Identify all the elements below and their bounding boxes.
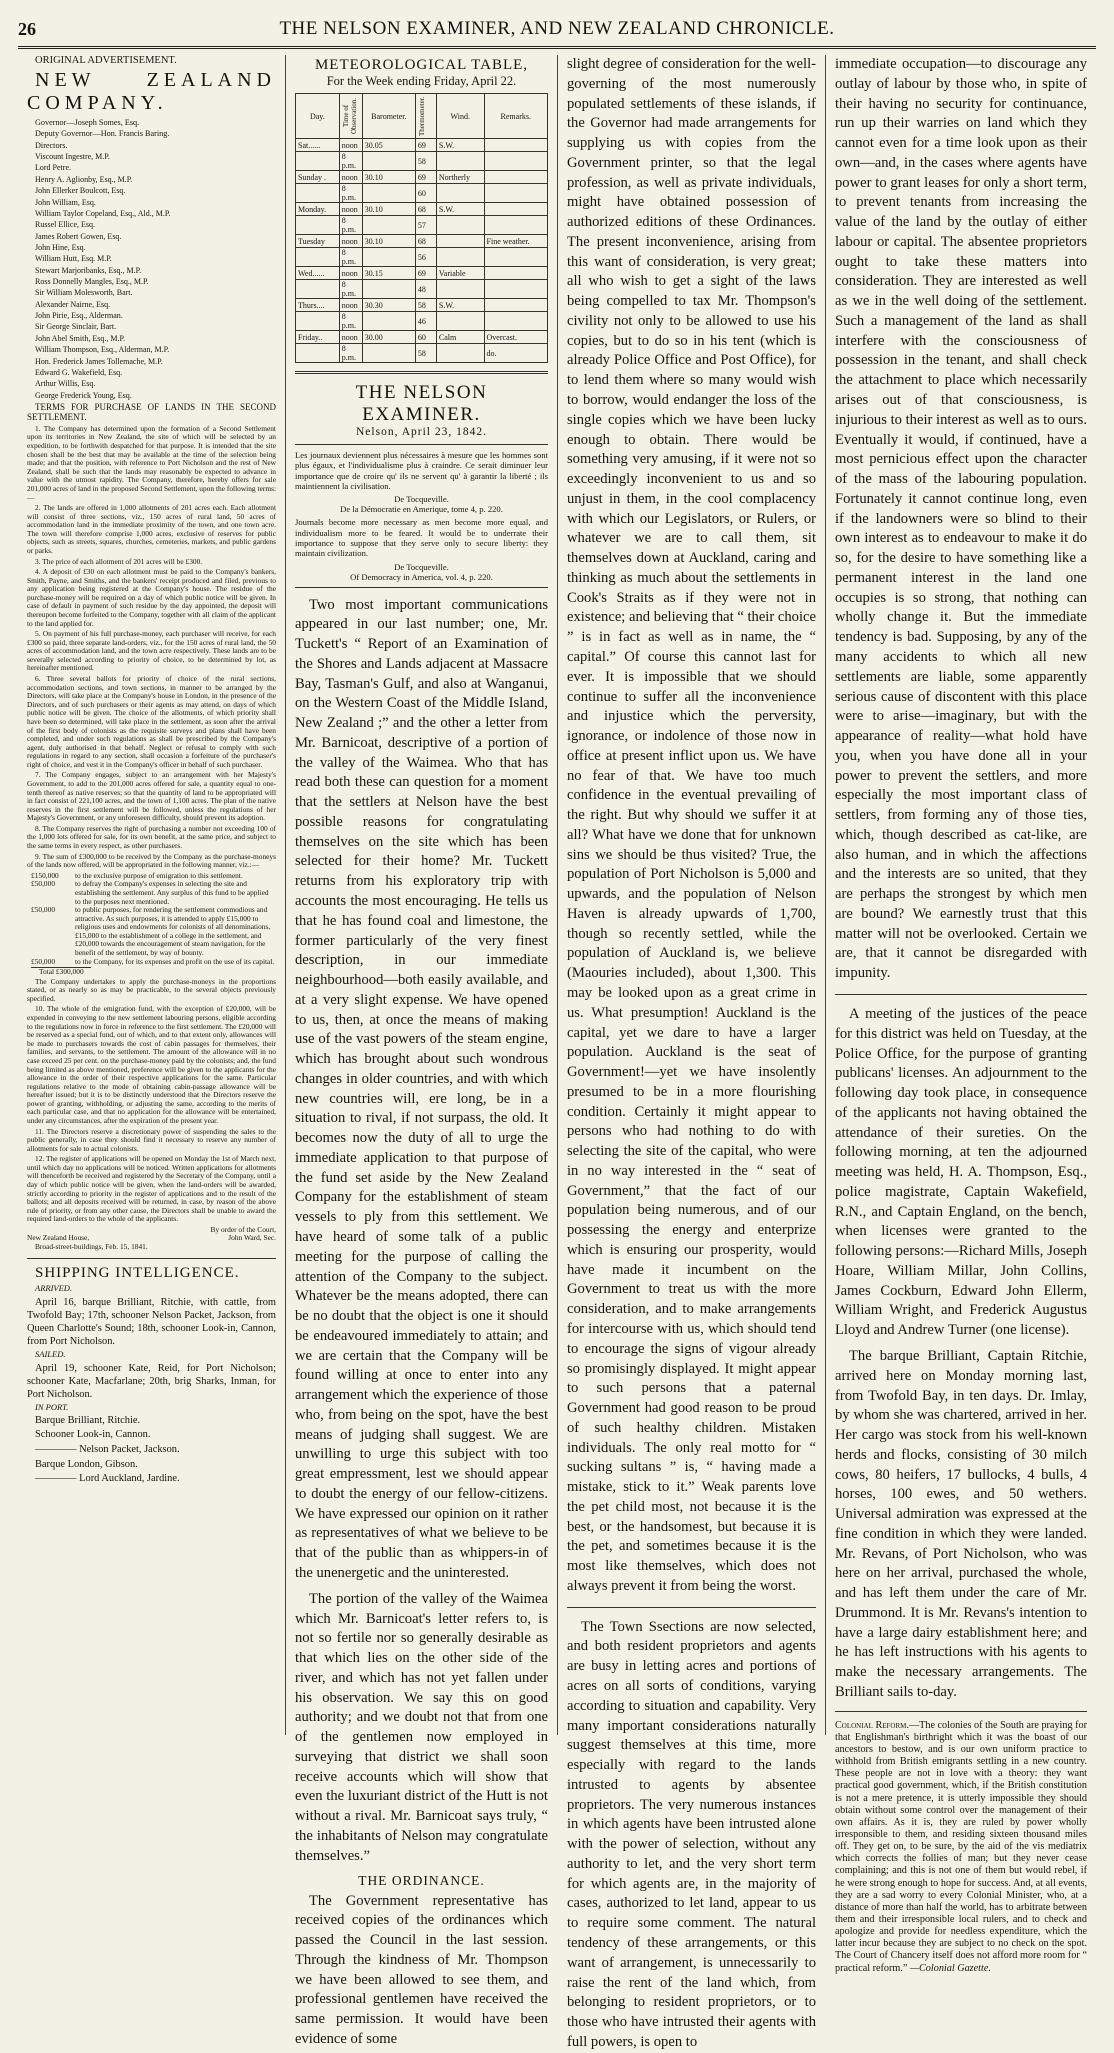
in-port-vessel: Barque London, Gibson.: [35, 1458, 138, 1470]
table-cell: 60: [415, 331, 436, 344]
paper-date: Nelson, April 23, 1842.: [356, 426, 487, 438]
ordinance-continued: slight degree of consideration for the well-governing of the most numerously populated settlements of these islands, if the Governor had made arrangements for supplying us with copies from the Government printer, so that the legal profession, as well as private individuals, might have obtained possession of authorized editions of these Ordinances. The present inconvenience, arising from this want of consideration, is very great; all who wish to get a sight of the laws being compelled to tax Mr. Thompson's civility not only to be allowed to use his copies, but to do so in his tent (which is already Police Office and Post Office), for to lend them where so many would wish to borrow, would endanger the loss of the single copies which we have been lucky enough to obtain. There would be something very amusing, if it were not so exceedingly inconvenient to us and so unjust in them, in the cool complacency with which our Legislators, or Rulers, or whatever we are to call them, sit themselves down at Auckland, caring and thinking as much about the settlements in Cook's Straits as if they were not in existence; and believing that “ their choice ” is in fact as well as in name, the “ capital.” Of course this cannot last for ever. It is impossible that we should continue to suffer all the inconvenience and injustice which the perversity, ignorance, or indolence of those now in office at present inflict upon us. We have no fear of that. We have too much confidence in the eventual prevailing of the right. But why should we suffer it at all? What have we done that for unknown sins we should be thus visited? True, the population of Port Nicholson is 5,000 and upwards, and the population of Nelson Haven is already upwards of 1,700, though so recently settled, while the population of Auckland is, we believe (Maouries included), about 1,300. This may be looked upon as a great crime in us. What presumption! Auckland is the capital, yet we dare to have a larger population. Auckland is the seat of Government!—yet we have insolently presumed to be in a more flourishing condition. Certainly it might appear to persons who had nothing to do with selecting the site of the capital, who were in no way interested in the “ seat of Government,” that the fact of our population being numerous, and of our possessing the energy and enterprize which is ensuring our prosperity, would have made it incumbent on the Government to treat us with the more consideration, and to make arrangements for intercourse with us, which should tend to encourage the signs of vigour already so promisingly displayed. It might appear to such persons that a paternal Government had good reason to be proud of such healthy children. Mistaken individuals. The only real motto for “ sucking sultans ” is, “ having made a mistake, stick to it.” Weak parents love the pet child most, not because it is the best, or the handsomest, but because it is the pet, and sometimes because it is the most like themselves, which does not always prevent it from being the worst.: [567, 56, 816, 1594]
terms-clause: 8. The Company reserves the right of purchasing a number not exceeding 100 of the 1,000 lots offered for sale, for its own benefit, at the same price, and subject to the same terms in every respect, as other purchasers.: [27, 823, 276, 851]
terms-clause: 12. The register of applications will be opened on Monday the 1st of March next, until which day no applications will be noticed. Written applications for allotments will thenceforth be received and registered by the Secretary of the Company, until a day of which public notice will be given, when the land-orders will be awarded, strictly according to priority in the register of applications and to the result of the ballots; and all deposits received will be returned, in case, by reason of the above rule of priority, or from any other cause, the Directors shall be unable to award the required land-orders to the whole of the applicants.: [27, 1154, 276, 1224]
table-cell: [484, 299, 547, 312]
town-sections-continued: immediate occupation—to discourage any outlay of labour by those who, in spite of their having no security for continuance, run up their warries on land which they cannot even for a time look upon as their own—and, in the cases where agents have power to grant leases for only a short term, to prevent tenants from increasing the value of the land by the outlay of either labour or capital. The absentee proprietors ought to take these matters into consideration. They are interested as well as we in the well doing of the settlement. Such a management of the land as shall interfere with the consciousness of possession in the tenant, and shall check the attachment to place which necessarily arises out of that consciousness, is injurious to their interest as well as to ours. Eventually it would, if continued, have a most pernicious effect upon the character of the mass of the labouring population. Fortunately it cannot continue long, even if the landowners were so blind to their own interest as to endeavour to make it do so, for the desire to have something like a permanent interest in the land one occupies is so strong, that nothing can wholly change it. But the immediate tendency is bad. Supposing, by any of the many accidents to which all new settlements are liable, some apparently serious cause of discontent with this place were to arise—imaginary, but with the appearance of reality—what hold have you, when you have done all in your power to prevent the settlers, and more especially the most important class of settlers, from forming any of those ties, which, though described as cat-like, are also human, and in which the affections and the interests are so united, that they are perhaps the strongest by which men are bound? We earnestly trust that this matter will not be overlooked. Certain we are, that it cannot be disregarded with impunity.: [835, 56, 1087, 982]
director: Arthur Willis, Esq.: [35, 379, 96, 389]
deputy-governor: Deputy Governor—Hon. Francis Baring.: [35, 129, 170, 139]
director: John William, Esq.: [35, 197, 96, 207]
table-cell: 58: [415, 344, 436, 363]
english-epigraph-author: De Tocqueville.: [394, 561, 449, 572]
column-4: [826, 55, 1096, 1974]
french-epigraph-author: De Tocqueville.: [394, 494, 449, 505]
column-header: Remarks.: [484, 94, 547, 139]
barque-brilliant-paragraph: The barque Brilliant, Captain Ritchie, arrived here on Monday morning last, from Twofold Bay, in ten days. Dr. Imlay, by whom she was chartered, arrived in her. Her cargo was stock from his well-known herds and flocks, consisting of 30 milch cows, 80 heifers, 17 bullocks, 4 bulls, 4 horses, 100 ewes, and 50 wethers. Universal admiration was expressed at the fine condition in which they were landed. Mr. Revans, of Port Nicholson, who was here on her arrival, purchased the whole, and has left them under the care of Mr. Drummond. It is Mr. Revans's intention to have a large dairy establishment here; and he has left instructions with his agents to make the necessary arrangements. The Brilliant sails to-day.: [835, 1348, 1087, 1701]
colonial-reform-paragraph: [835, 1720, 1087, 1975]
arrived-label: ARRIVED.: [35, 1283, 73, 1294]
director: Edward G. Wakefield, Esq.: [35, 367, 123, 377]
ordinance-paragraph: The Government representative has received copies of the ordinances which passed the Council in the last session. Through the kindness of Mr. Thompson we have been allowed to see them, and professional gentlemen have received the same permission. It would have been evidence of some: [295, 1892, 548, 2047]
director: Russel Ellice, Esq.: [35, 220, 95, 230]
table-cell: [362, 216, 415, 235]
terms-clause: 11. The Directors reserve a discretionary power of suspending the sales to the public generally, in case they should find it necessary to reserve any number of allotments for sale to actual colonists.: [27, 1126, 276, 1153]
table-row: [296, 248, 548, 267]
paper-title: THE NELSON EXAMINER.: [355, 382, 488, 425]
table-cell: [362, 152, 415, 171]
column-header: Barometer.: [362, 94, 415, 139]
table-cell: 8 p.m.: [339, 280, 362, 299]
table-cell: 8 p.m.: [339, 248, 362, 267]
table-row: [296, 184, 548, 203]
table-cell: [436, 235, 484, 248]
page-header: [18, 12, 1096, 49]
terms-clause: The Company undertakes to apply the purchase-moneys in the proportions stated, or as nearly so as may be practicable, to the several objects previously specified.: [27, 976, 276, 1003]
appropriation-amount: £50,000: [31, 905, 56, 915]
table-cell: 56: [415, 248, 436, 267]
column-header: Time of Observation.: [339, 94, 362, 139]
table-cell: [484, 216, 547, 235]
masthead-title: THE NELSON EXAMINER, AND NEW ZEALAND CHRONICLE.: [279, 18, 835, 39]
table-cell: noon: [339, 331, 362, 344]
table-cell: 30.15: [362, 267, 415, 280]
town-sections-paragraph: The Town Ssections are now selected, and both resident proprietors and agents are busy in letting acres and portions of acres on all sorts of conditions, varying according to situation and capability. Very many important considerations naturally suggest themselves at this time, more especially with regard to the lands intrusted to agents by absentee proprietors. The very numerous instances in which agents have been intrusted alone with the power of selection, without any authority to let, and the very short term for which agents are, in the majority of cases, authorized to let land, appear to us to require some comment. The natural tendency of these arrangements, or this want of arrangement, is unnecessarily to raise the rent of the land which, from belonging to resident proprietors, or to those who have intrusted their agents with full powers, is open to: [567, 1618, 816, 2050]
signature-address: Broad-street-buildings, Feb. 15, 1841.: [35, 1242, 148, 1252]
table-cell: [296, 248, 340, 267]
director: Lord Petre.: [35, 163, 71, 173]
table-cell: do.: [484, 344, 547, 363]
table-cell: 58: [415, 152, 436, 171]
table-cell: [362, 344, 415, 363]
table-cell: 57: [415, 216, 436, 235]
table-cell: 68: [415, 235, 436, 248]
in-port-label: IN PORT.: [35, 1401, 69, 1412]
table-header-row: [296, 94, 548, 139]
director: Viscount Ingestre, M.P.: [35, 152, 110, 162]
table-cell: [484, 267, 547, 280]
table-cell: 8 p.m.: [339, 184, 362, 203]
table-cell: [296, 216, 340, 235]
director: John Abel Smith, Esq., M.P.: [35, 333, 126, 343]
table-cell: noon: [339, 299, 362, 312]
table-cell: [484, 171, 547, 184]
director: Sir William Molesworth, Bart.: [35, 288, 133, 298]
table-row: [296, 235, 548, 248]
column-2: [286, 55, 558, 2047]
table-cell: noon: [339, 139, 362, 152]
in-port-vessel: Barque Brilliant, Ritchie.: [35, 1414, 141, 1426]
table-cell: [296, 280, 340, 299]
table-cell: [484, 184, 547, 203]
column-3: [558, 55, 826, 2050]
director: William Thompson, Esq., Alderman, M.P.: [35, 345, 170, 355]
sailed-text: April 19, schooner Kate, Reid, for Port Nicholson; schooner Kate, Macfarlane; 20th, brig Sharks, Inman, for Port Nicholson.: [27, 1362, 276, 1400]
leader-paragraph: Two most important communications appeared in our last number; one, Mr. Tuckett's “ Report of an Examination of the Shores and Lands adjacent at Massacre Bay, Tasman's Gulf, and also at Wanganui, on the Western Coast of the Middle Island, New Zealand ;” and the other a letter from Mr. Barnicoat, descriptive of a portion of the valley of the Waimea. Who that has read both these can question for a moment that the settlers at Nelson have the best possible reasons for congratulating themselves on the site which has been selected for their home? Mr. Tuckett returns from his exploratory trip with accounts the most encouraging. He tells us that he has found coal and limestone, the former particularly of the very finest description, in our immediate neighbourhood—both easily available, and at a very slight expense. We have opened to us, then, at once the means of making use of the vast powers of the steam engine, which has brought about such wondrous changes in older countries, and with which new countries will, ere long, be in a situation to rival, if not surpass, the old. It becomes now the duty of all to urge the immediate application to that purpose of the fund set aside by the New Zealand Company for the establishment of steam vessels to ply from this settlement. We have heard of some talk of a public meeting for the purpose of calling the attention of the Company to the subject. Whatever be the means adopted, there can be no doubt that the object is one it should be endeavoured immediately to attain; and we are certain that the Company will be found willing at once to enter into any arrangement which the experience of those who, from being on the spot, have the best means of judging shall suggest. We are unwilling to urge this subject with too great empressment, lest we should appear to doubt the energy of our fellow-citizens. We have expressed our opinion on it rather as representatives of what we believe to be that of the public than as whippers-in of the unenergetic and the uninterested.: [295, 596, 548, 1582]
table-cell: 58: [415, 299, 436, 312]
company-heading: NEW ZEALAND COMPANY.: [27, 69, 276, 115]
table-cell: S.W.: [436, 139, 484, 152]
table-row: [296, 312, 548, 331]
table-cell: 30.10: [362, 171, 415, 184]
appropriation-row: [31, 906, 276, 957]
appropriation-amount: £50,000: [31, 879, 56, 889]
governor: Governor—Joseph Somes, Esq.: [35, 117, 140, 127]
signature-order: By order of the Court,: [210, 1224, 276, 1234]
table-cell: [362, 280, 415, 299]
terms-clause: 5. On payment of his full purchase-money, each purchaser will receive, for each £300 so paid, three separate land-orders, viz., for the 150 acres of rural land, the 50 acres of accommodation land, and the town acre respectively. These lands are to be severally selected according to priority of choice, to be determined by lot, as hereinafter mentioned.: [27, 629, 276, 673]
table-cell: Northerly: [436, 171, 484, 184]
colonial-reform-label: Colonial Reform.: [835, 1719, 909, 1731]
directors-list: [27, 152, 276, 400]
table-cell: Fine weather.: [484, 235, 547, 248]
terms-heading: TERMS FOR PURCHASE OF LANDS IN THE SECOND SETTLEMENT.: [27, 402, 276, 423]
terms-clause: 7. The Company engages, subject to an arrangement with her Majesty's Government, to add to the 201,000 acres offered for sale, a quantity equal to one-tenth thereof as native reserves; so that the quantity of land to be appropriated will in fact consist of 221,100 acres, and the town of 1,100 acres. The plan of the native reserves in the first settlement will be followed, unless the regulations of her Majesty's Government, or any unforeseen difficulty, should prevent its adoption.: [27, 770, 276, 823]
table-cell: 8 p.m.: [339, 216, 362, 235]
sailed-label: SAILED.: [35, 1348, 66, 1359]
table-cell: [484, 248, 547, 267]
column-1: [18, 55, 286, 1735]
table-cell: Sunday .: [296, 171, 340, 184]
table-cell: [484, 152, 547, 171]
english-epigraph-source: Of Democracy in America, vol. 4, p. 220.: [350, 571, 493, 582]
terms-clause: 6. Three several ballots for priority of choice of the rural sections, accommodation sections, and town sections, in manner to be arranged by the Directors, will take place at the Company's house in London, in the presence of the Directors, and of such purchasers or their agents as may attend, on days of which public notice will be given. The choice of the allotments, of which priority shall have been so determined, will take place in the settlement, as soon after the arrival of the first body of colonists as the requisite surveys and plans shall have been completed, and under such regulations as shall be prescribed by the Company's agent, duly authorised in that behalf. Neglect or refusal to comply with such regulations in regard to any section, shall occasion a forfeiture of the purchaser's right of choice, and vest it in the Company's officer in behalf of such purchaser.: [27, 674, 276, 769]
table-cell: [296, 152, 340, 171]
meteorological-heading: METEOROLOGICAL TABLE,: [314, 57, 529, 73]
table-cell: [296, 344, 340, 363]
director: Hon. Frederick James Tollemache, M.P.: [35, 356, 163, 366]
table-cell: [436, 344, 484, 363]
table-cell: 30.10: [362, 203, 415, 216]
table-cell: 48: [415, 280, 436, 299]
colonial-reform-text: —The colonies of the South are praying for that Englishman's birthright which it was the boast of our ancestors to bestow, and is our own uniform practice to withhold from British emigrants settling in a new country. These people are not in love with a theory: they want practical good government, which, if the British constitution is not a mere pretence, it is utterly impossible they should obtain without some control over the management of their own affairs. As it is, they are ruled by power wholly irresponsible to them, and residing sixteen thousand miles off. They get on, to be sure, by the aid of the vis mediatrix which corrects the follies of man; but they never cease complaining; and this is not one of them but would rebel, if he were strong enough to hope for success. And, at all events, they are a sad worry to every Colonial Minister, who, at a distance of more than half the world, has to arbitrate between them and their irresponsible local rulers, and to check and apologize and provide for needless expenditure, which the latter incur because they are subject to no check on the spot. The Court of Chancery itself does not afford more room for “ practical reform.”: [835, 1719, 1088, 1974]
in-port-vessel: Schooner Look-in, Cannon.: [35, 1429, 151, 1441]
table-cell: [296, 184, 340, 203]
table-cell: Variable: [436, 267, 484, 280]
in-port-vessel: ———— Lord Auckland, Jardine.: [35, 1473, 180, 1485]
terms-clause: 3. The price of each allotment of 201 acres will be £300.: [35, 556, 203, 566]
meteorological-table: [295, 93, 548, 363]
column-header: Wind.: [436, 94, 484, 139]
table-cell: Sat......: [296, 139, 340, 152]
column-header: Thermometer.: [415, 94, 436, 139]
director: John Pirie, Esq., Alderman.: [35, 311, 123, 321]
french-epigraph: Les journaux deviennent plus nécessaires à mesure que les hommes sont plus égaux, et l'individualisme plus à craindre. Ce serait diminuer leur importance que de croire qu' ils ne servent qu' à garantir la liberté ; ils maintiennent la civilisation.: [295, 450, 548, 491]
table-row: [296, 139, 548, 152]
director: George Frederick Young, Esq.: [35, 390, 132, 400]
table-cell: S.W.: [436, 203, 484, 216]
table-row: [296, 344, 548, 363]
table-cell: Tuesday: [296, 235, 340, 248]
table-cell: 30.10: [362, 235, 415, 248]
director: James Robert Gowen, Esq.: [35, 231, 122, 241]
appropriation-amount: £150,000: [31, 870, 59, 880]
table-cell: [362, 248, 415, 267]
table-cell: 30.05: [362, 139, 415, 152]
table-cell: Overcast.: [484, 331, 547, 344]
appropriation-total: Total £300,000: [31, 967, 91, 977]
director: William Taylor Copeland, Esq., Ald., M.P.: [35, 208, 171, 218]
original-advertisement-label: ORIGINAL ADVERTISEMENT.: [35, 55, 177, 66]
table-cell: 69: [415, 267, 436, 280]
appropriation-text: to defray the Company's expenses in selecting the site and establishing the settlement. Any surplus of this fund to be applied to the purposes next mentioned.: [75, 879, 269, 906]
table-cell: Calm: [436, 331, 484, 344]
director: Stewart Marjoribanks, Esq., M.P.: [35, 265, 142, 275]
meteorological-rows: [296, 139, 548, 363]
table-cell: S.W.: [436, 299, 484, 312]
table-cell: noon: [339, 203, 362, 216]
table-cell: [436, 152, 484, 171]
table-row: [296, 331, 548, 344]
table-cell: noon: [339, 267, 362, 280]
appropriation-row: [31, 958, 276, 967]
colonial-reform-source: —Colonial Gazette.: [909, 1962, 991, 1974]
french-epigraph-source: De la Démocratie en Amerique, tome 4, p. 220.: [340, 504, 503, 515]
table-row: [296, 267, 548, 280]
table-cell: [436, 216, 484, 235]
table-cell: [436, 312, 484, 331]
table-cell: Monday.: [296, 203, 340, 216]
table-cell: noon: [339, 235, 362, 248]
table-row: [296, 171, 548, 184]
table-cell: 68: [415, 203, 436, 216]
terms-clause: 2. The lands are offered in 1,000 allotments of 201 acres each. Each allotment will consist of three sections, viz., 150 acres of rural land, 50 acres of accommodation land in the immediate proximity of the town, and one town acre. The town will therefore comprise 1,000 acres, exclusive of reserves for public objects, such as streets, squares, churches, cemeteries, markets, and public gardens or parks.: [27, 503, 276, 555]
appropriation-text: to the exclusive purpose of emigration to this settlement.: [75, 870, 243, 880]
appropriation-text: to public purposes, for rendering the settlement commodious and attractive. As such purposes, it is attended to apply £15,000 to religious uses and endowments for colonists of all denominations, £15,000 to the establishment of a college in the settlement, and £20,000 towards the encouragement of steam navigation, for the benefit of the settlement, by way of bounty.: [75, 905, 271, 957]
table-cell: 69: [415, 139, 436, 152]
director: Ross Donnelly Mangles, Esq., M.P.: [35, 277, 149, 287]
table-cell: 46: [415, 312, 436, 331]
signature-place: New Zealand House,: [27, 1233, 90, 1243]
director: John Ellerker Boulcott, Esq.: [35, 186, 126, 196]
table-cell: [362, 184, 415, 203]
in-port-vessel: ———— Nelson Packet, Jackson.: [35, 1443, 180, 1455]
table-cell: 30.30: [362, 299, 415, 312]
table-cell: [436, 280, 484, 299]
table-cell: [484, 139, 547, 152]
appropriation-amount: £50,000: [31, 956, 56, 966]
appropriations: [31, 872, 276, 977]
directors-label: Directors.: [35, 140, 68, 150]
table-cell: Wed......: [296, 267, 340, 280]
terms-clause: 4. A deposit of £30 on each allotment must be paid to the Company's bankers, Smith, Payne, and Smiths, and the bankers' receipt produced and filed, previous to any application being registered at the Company's house. The residue of the purchase-money will be required on a day of which public notice will be given. In case of default in payment of such residue by the day appointed, the deposit will thereupon become forfeited to the Company, together with all claim of the applicant to the land applied for.: [27, 567, 276, 628]
table-row: [296, 280, 548, 299]
table-cell: [436, 184, 484, 203]
director: William Hutt, Esq. M.P.: [35, 254, 112, 264]
table-cell: 8 p.m.: [339, 152, 362, 171]
director: Sir George Sinclair, Bart.: [35, 322, 117, 332]
table-row: [296, 299, 548, 312]
table-cell: 69: [415, 171, 436, 184]
table-cell: 30.00: [362, 331, 415, 344]
table-cell: 60: [415, 184, 436, 203]
shipping-heading: SHIPPING INTELLIGENCE.: [35, 1264, 240, 1281]
terms-clause: 9. The sum of £300,000 to be received by the Company as the purchase-moneys of the lands now offered, will be appropriated in the following manner, viz.:—: [27, 851, 276, 870]
english-epigraph: Journals become more necessary as men become more equal, and individualism more to be feared. It would be to underrate their importance to suppose that they serve only to secure liberty: they maintain civilization.: [295, 517, 548, 559]
table-row: [296, 216, 548, 235]
table-row: [296, 152, 548, 171]
table-cell: [296, 312, 340, 331]
terms-clause: 10. The whole of the emigration fund, with the exception of £20,000, will be expended in conveying to the new settlement labouring persons, eligible according to the regulations now in force in reference to the first settlement. The £20,000 will be reserved as a special fund, out of which, and to that extent only, allowances will be made to purchasers towards the cost of cabin passages for themselves, their families, and servants, to the settlement. The amount of the allowance will in no case exceed 25 per cent. on the purchase-money paid by the colonists; and, the fund being limited as above mentioned, preference will be given to the applicants for the allowance in the order of their respective applications for the same. Particular regulations relative to the mode of obtaining cabin-passage allowance will be hereafter issued; but it is to be distinctly understood that the Directors reserve the power of granting, withholding, or adjusting the same, according to the merits of each particular case, and that no application for the allowance will be entertained, under any circumstances, after the expiration of the present year.: [27, 1004, 276, 1125]
table-cell: Friday..: [296, 331, 340, 344]
table-cell: Thurs....: [296, 299, 340, 312]
table-cell: [436, 248, 484, 267]
table-cell: 8 p.m.: [339, 344, 362, 363]
table-row: [296, 203, 548, 216]
director: Alexander Nairne, Esq.: [35, 299, 111, 309]
signature-name: John Ward, Sec.: [228, 1233, 276, 1243]
leader-paragraph: The portion of the valley of the Waimea which Mr. Barnicoat's letter refers to, is not so fertile nor so generally desirable as that which lies on the other side of the river, and which has not yet fallen under his observation. We say this on good authority; and we doubt not that from one of the gentlemen now employed in surveying that district we shall soon receive accounts which will show that even the luxuriant district of the Hutt is not without a rival. Mr. Barnicoat says truly, “ the inhabitants of Nelson may congratulate themselves.”: [295, 1590, 548, 1864]
director: Henry A. Aglionby, Esq., M.P.: [35, 174, 133, 184]
director: John Hine, Esq.: [35, 242, 86, 252]
table-cell: noon: [339, 171, 362, 184]
appropriation-row: [31, 880, 276, 906]
column-header: Day.: [296, 94, 340, 139]
table-cell: [362, 312, 415, 331]
justices-meeting-paragraph: A meeting of the justices of the peace for this district was held on Tuesday, at the Police Office, for the purpose of granting publicans' licenses. An adjournment to the following day took place, in consequence of the applicants not having obtained the attendance of their sureties. On the following morning, at ten the adjourned meeting was held, H. A. Thompson, Esq., police magistrate, Captain Wakefield, R.N., and Captain England, on the bench, when licenses were granted to the following persons:—Richard Mills, Joseph Hoare, William Millar, John Collins, James Cockburn, Edward John Ellerm, William Wright, and Frederick Augustus Lloyd and Andrew Turner (one license).: [835, 1005, 1087, 1339]
table-cell: [484, 312, 547, 331]
table-cell: [484, 280, 547, 299]
terms-clause: 1. The Company has determined upon the formation of a Second Settlement upon its territories in New Zealand, the site of which will be selected by an expedition, to be forthwith despatched for that purpose. It is intended that the site chosen shall be the best that may be available at the time of the selection being made; and that the position, with reference to Port Nicholson and the rest of New Zealand, shall be such that the lands may reasonably be expected to advance in value with the utmost rapidity. The Company, therefore, hereby offers for sale 201,000 acres of land in the proposed Second Settlement, upon the following terms:—: [27, 423, 276, 502]
page-number: 26: [18, 18, 36, 39]
arrived-text: April 16, barque Brilliant, Ritchie, with cattle, from Twofold Bay; 17th, schooner Nelson Packet, Jackson, from Queen Charlotte's Sound; 18th, schooner Look-in, Cannon, from Port Nicholson.: [27, 1296, 276, 1347]
table-cell: 8 p.m.: [339, 312, 362, 331]
appropriation-text: to the Company, for its expenses and profit on the use of its capital.: [75, 956, 275, 966]
ordinance-heading: THE ORDINANCE.: [358, 1872, 485, 1888]
meteorological-subheading: For the Week ending Friday, April 22.: [326, 74, 517, 88]
table-cell: [484, 203, 547, 216]
